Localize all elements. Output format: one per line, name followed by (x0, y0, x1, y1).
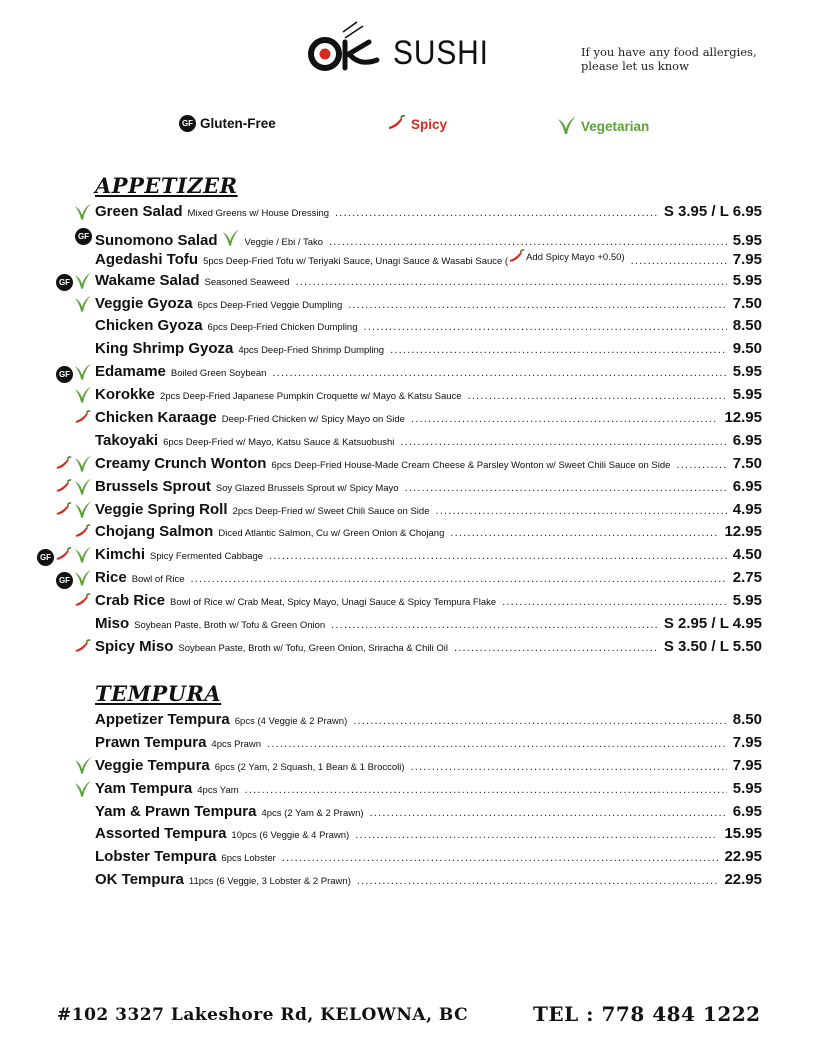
menu-item-price: S 2.95 / L 4.95 (663, 615, 762, 633)
leaf-sprout-icon (557, 115, 577, 138)
chili-pepper-icon (74, 410, 92, 430)
dot-leader (269, 550, 727, 562)
dot-leader (411, 413, 719, 425)
gluten-free-icon: GF (179, 115, 196, 132)
menu-item-price: 6.95 (732, 802, 762, 820)
menu-item-name: OK Tempura (95, 871, 184, 889)
dot-leader (282, 852, 719, 864)
menu-item-name: Chicken Gyoza (95, 317, 203, 335)
menu-item (0, 225, 816, 248)
legend-vegetarian (557, 115, 649, 138)
menu-item-description: Bowl of Rice (131, 574, 185, 586)
dietary-icons (74, 204, 92, 224)
menu-item-description: 6pcs Lobster (221, 853, 276, 865)
dot-leader (390, 344, 727, 356)
menu-item (0, 248, 816, 271)
dietary-icons (74, 410, 92, 430)
dot-leader (355, 829, 718, 841)
leaf-sprout-icon (74, 202, 92, 226)
menu-item-price: 22.95 (724, 848, 762, 866)
gluten-free-icon: GF (37, 549, 54, 566)
menu-item-name: Spicy Miso (95, 637, 174, 655)
menu-item-name: Prawn Tempura (95, 733, 207, 751)
ok-logo-mark (305, 20, 395, 76)
dot-leader (411, 761, 727, 773)
leaf-sprout-icon (74, 271, 92, 295)
leaf-sprout-icon (74, 779, 92, 803)
leaf-sprout-icon (74, 756, 92, 780)
chili-pepper-icon (55, 456, 73, 476)
leaf-sprout-icon (74, 500, 92, 524)
menu-item (0, 362, 816, 385)
menu-item-price: 7.95 (732, 250, 762, 268)
dot-leader (468, 390, 727, 402)
menu-item-description: 2pcs Deep-Fried Japanese Pumpkin Croquette w/ Mayo & Katsu Sauce (160, 391, 462, 403)
menu-item-price: 4.50 (732, 546, 762, 564)
tempura-section-title: TEMPURA (95, 681, 222, 706)
dot-leader (272, 367, 726, 379)
dot-leader (370, 807, 727, 819)
chili-pepper-icon (74, 593, 92, 613)
leaf-sprout-icon (74, 294, 92, 318)
dot-leader (405, 482, 727, 494)
menu-item-name: Creamy Crunch Wonton (95, 454, 267, 472)
menu-item-price: 5.95 (732, 231, 762, 249)
dot-leader (436, 505, 727, 517)
menu-item-name: Crab Rice (95, 592, 166, 610)
menu-item-description: 6pcs (2 Yam, 2 Squash, 1 Bean & 1 Broccoli) (214, 761, 405, 773)
dietary-icons (56, 570, 92, 590)
dot-leader (296, 276, 727, 288)
chili-pepper-icon (387, 115, 407, 134)
menu-item (0, 733, 816, 756)
tempura-list (0, 710, 816, 893)
menu-item-price: 2.75 (732, 569, 762, 587)
menu-item-name: Takoyaki (95, 431, 159, 449)
menu-item (0, 385, 816, 408)
menu-item-addon: Add Spicy Mayo +0.50) (526, 252, 625, 264)
menu-item (0, 637, 816, 660)
menu-item-description: 2pcs Deep-Fried w/ Sweet Chili Sauce on Side (232, 505, 430, 517)
dot-leader (676, 459, 726, 471)
menu-item-description: 6pcs (4 Veggie & 2 Prawn) (234, 716, 348, 727)
menu-item (0, 316, 816, 339)
chili-pepper-icon (55, 479, 73, 499)
menu-item (0, 710, 816, 733)
menu-item-name: Veggie Gyoza (95, 294, 193, 312)
menu-item-price: 4.95 (732, 500, 762, 518)
chili-pepper-icon (55, 547, 73, 567)
menu-item-description: Soybean Paste, Broth w/ Tofu, Green Onion, Sriracha & Chili Oil (178, 642, 449, 654)
menu-item-price: 5.95 (732, 386, 762, 404)
gluten-free-icon: GF (56, 572, 73, 589)
leaf-sprout-icon (74, 545, 92, 569)
dot-leader (364, 321, 727, 333)
legend (0, 115, 816, 141)
allergy-note: If you have any food allergies, please let us know (581, 45, 757, 73)
menu-item-name: Appetizer Tempura (95, 711, 230, 728)
menu-item-description: 11pcs (6 Veggie, 3 Lobster & 2 Prawn) (188, 876, 351, 888)
menu-item-price: 22.95 (724, 871, 762, 889)
dot-leader (357, 875, 719, 887)
menu-item (0, 271, 816, 294)
menu-item-name: Wakame Salad (95, 271, 200, 289)
menu-item (0, 802, 816, 825)
menu-item-description: 10pcs (6 Veggie & 4 Prawn) (231, 830, 350, 842)
dot-leader (353, 715, 727, 727)
menu-item-description: Soy Glazed Brussels Sprout w/ Spicy Mayo (215, 482, 399, 494)
legend-spicy (387, 115, 447, 134)
chili-pepper-icon (74, 524, 92, 544)
restaurant-logo (305, 20, 520, 80)
menu-item-name: Kimchi (95, 546, 146, 564)
menu-item (0, 545, 816, 568)
dietary-icons (75, 227, 92, 247)
menu-item-price: 6.95 (732, 477, 762, 495)
menu-item-name: Green Salad (95, 203, 183, 220)
dietary-icons (55, 502, 92, 522)
menu-item-name: Yam Tempura (95, 779, 193, 797)
menu-item-description: 6pcs Deep-Fried Chicken Dumpling (207, 322, 358, 334)
menu-item-price: 12.95 (724, 409, 762, 427)
dot-leader (329, 236, 727, 248)
dietary-icons (56, 273, 92, 293)
menu-item-name: Assorted Tempura (95, 825, 227, 843)
menu-item-price: 5.95 (732, 779, 762, 797)
footer (0, 1002, 816, 1032)
gluten-free-icon: GF (56, 366, 73, 383)
dietary-icons (74, 593, 92, 613)
leaf-sprout-icon (74, 477, 92, 501)
telephone: TEL : 778 484 1222 (533, 1002, 761, 1026)
chili-pepper-icon (74, 639, 92, 659)
gluten-free-icon: GF (56, 274, 73, 291)
menu-item-description: 4pcs (2 Yam & 2 Prawn) (261, 807, 364, 819)
menu-item-description: Boiled Green Soybean (170, 368, 267, 380)
menu-item-name: Brussels Sprout (95, 477, 211, 495)
menu-item-price: 5.95 (732, 271, 762, 289)
dietary-icons (56, 364, 92, 384)
address: #102 3327 Lakeshore Rd, KELOWNA, BC (57, 1005, 469, 1025)
dietary-icons (74, 296, 92, 316)
menu-item-name: Chicken Karaage (95, 409, 217, 427)
menu-item-price: 5.95 (732, 592, 762, 610)
leaf-sprout-icon (74, 454, 92, 478)
dot-leader (454, 642, 658, 654)
menu-item-price: 12.95 (724, 523, 762, 541)
dietary-icons (55, 456, 92, 476)
appetizer-list (0, 202, 816, 660)
menu-item-name: Lobster Tempura (95, 848, 217, 866)
logo-text: SUSHI (393, 34, 489, 72)
menu-item-price: 15.95 (724, 825, 762, 843)
legend-gluten-free (179, 115, 276, 132)
dietary-icons (74, 781, 92, 801)
menu-item (0, 591, 816, 614)
menu-item-name: Yam & Prawn Tempura (95, 802, 257, 820)
menu-item (0, 500, 816, 523)
menu-item (0, 522, 816, 545)
menu-item (0, 779, 816, 802)
menu-item (0, 339, 816, 362)
menu-item-description: 6pcs Deep-Fried House-Made Cream Cheese & Parsley Wonton w/ Sweet Chili Sauce on Side (271, 459, 671, 471)
menu-item-name: Agedashi Tofu (95, 250, 199, 268)
leaf-sprout-icon (74, 385, 92, 409)
menu-item-price: 7.50 (732, 454, 762, 472)
dot-leader (331, 619, 658, 631)
dietary-icons (74, 758, 92, 778)
menu-item-name: King Shrimp Gyoza (95, 340, 234, 358)
menu-item-name: Korokke (95, 386, 156, 404)
menu-item-name: Sunomono Salad (95, 231, 218, 249)
menu-item (0, 454, 816, 477)
menu-item-description: Soybean Paste, Broth w/ Tofu & Green Onion (134, 620, 326, 632)
menu-item-price: 9.50 (732, 340, 762, 358)
menu-item-price: 6.95 (732, 431, 762, 449)
menu-item (0, 408, 816, 431)
menu-item-description: Diced Atlantic Salmon, Cu w/ Green Onion & Chojang (218, 528, 445, 540)
menu-item-description: 6pcs Deep-Fried w/ Mayo, Katsu Sauce & Katsuobushi (163, 436, 395, 448)
menu-item-price: S 3.95 / L 6.95 (663, 203, 762, 220)
menu-item-price: 7.50 (732, 294, 762, 312)
dietary-icons (55, 479, 92, 499)
menu-item-description: 6pcs Deep-Fried Veggie Dumpling (197, 299, 343, 311)
menu-item (0, 568, 816, 591)
gluten-free-icon: GF (75, 228, 92, 245)
menu-item-description: Mixed Greens w/ House Dressing (187, 208, 330, 219)
menu-item (0, 756, 816, 779)
menu-item (0, 824, 816, 847)
leaf-sprout-icon (74, 568, 92, 592)
legend-gluten-free-label: Gluten-Free (200, 116, 276, 131)
dot-leader (191, 573, 727, 585)
menu-item-description: Bowl of Rice w/ Crab Meat, Spicy Mayo, Unagi Sauce & Spicy Tempura Flake (170, 597, 497, 609)
menu-item-description: Seasoned Seaweed (204, 276, 290, 288)
legend-vegetarian-label: Vegetarian (581, 119, 650, 134)
dot-leader (400, 436, 726, 448)
appetizer-section-title: APPETIZER (95, 173, 238, 198)
menu-item-description: 4pcs Prawn (211, 738, 262, 750)
menu-item-name: Edamame (95, 363, 166, 381)
chili-pepper-icon (55, 502, 73, 522)
menu-item-price: 5.95 (732, 363, 762, 381)
dot-leader (245, 784, 727, 796)
menu-item (0, 431, 816, 454)
menu-item (0, 614, 816, 637)
dot-leader (267, 738, 727, 750)
menu-item (0, 294, 816, 317)
menu-item-name: Rice (95, 569, 127, 587)
menu-item-price: 7.95 (732, 756, 762, 774)
menu-item-price: 7.95 (732, 733, 762, 751)
dot-leader (348, 299, 727, 311)
dot-leader (631, 255, 727, 267)
menu-item-price: 8.50 (732, 711, 762, 728)
menu-item-description: 4pcs Deep-Fried Shrimp Dumpling (238, 345, 385, 357)
menu-item (0, 847, 816, 870)
menu-item (0, 477, 816, 500)
leaf-sprout-icon (74, 362, 92, 386)
dot-leader (335, 207, 658, 219)
menu-item-name: Miso (95, 615, 130, 633)
menu-item-description: Spicy Fermented Cabbage (150, 551, 264, 563)
chili-pepper-icon (508, 249, 526, 267)
dietary-icons (74, 524, 92, 544)
legend-spicy-label: Spicy (411, 117, 448, 132)
menu-header (0, 0, 816, 160)
dot-leader (502, 596, 727, 608)
menu-item-price: S 3.50 / L 5.50 (663, 637, 762, 655)
menu-item-description: 4pcs Yam (197, 784, 239, 796)
dot-leader (450, 527, 718, 539)
menu-item-description: 5pcs Deep-Fried Tofu w/ Teriyaki Sauce, Unagi Sauce & Wasabi Sauce ( (203, 255, 509, 267)
menu-item (0, 870, 816, 893)
menu-item-name: Veggie Spring Roll (95, 500, 228, 518)
menu-item-name: Chojang Salmon (95, 523, 214, 541)
menu-item-description: Deep-Fried Chicken w/ Spicy Mayo on Side (221, 414, 405, 426)
menu-item-price: 8.50 (732, 317, 762, 335)
menu-item-name: Veggie Tempura (95, 756, 210, 774)
dietary-icons (74, 639, 92, 659)
menu-item-description: Veggie / Ebi / Tako (244, 236, 324, 248)
dietary-icons (37, 547, 92, 567)
dietary-icons (74, 387, 92, 407)
menu-item (0, 202, 816, 225)
